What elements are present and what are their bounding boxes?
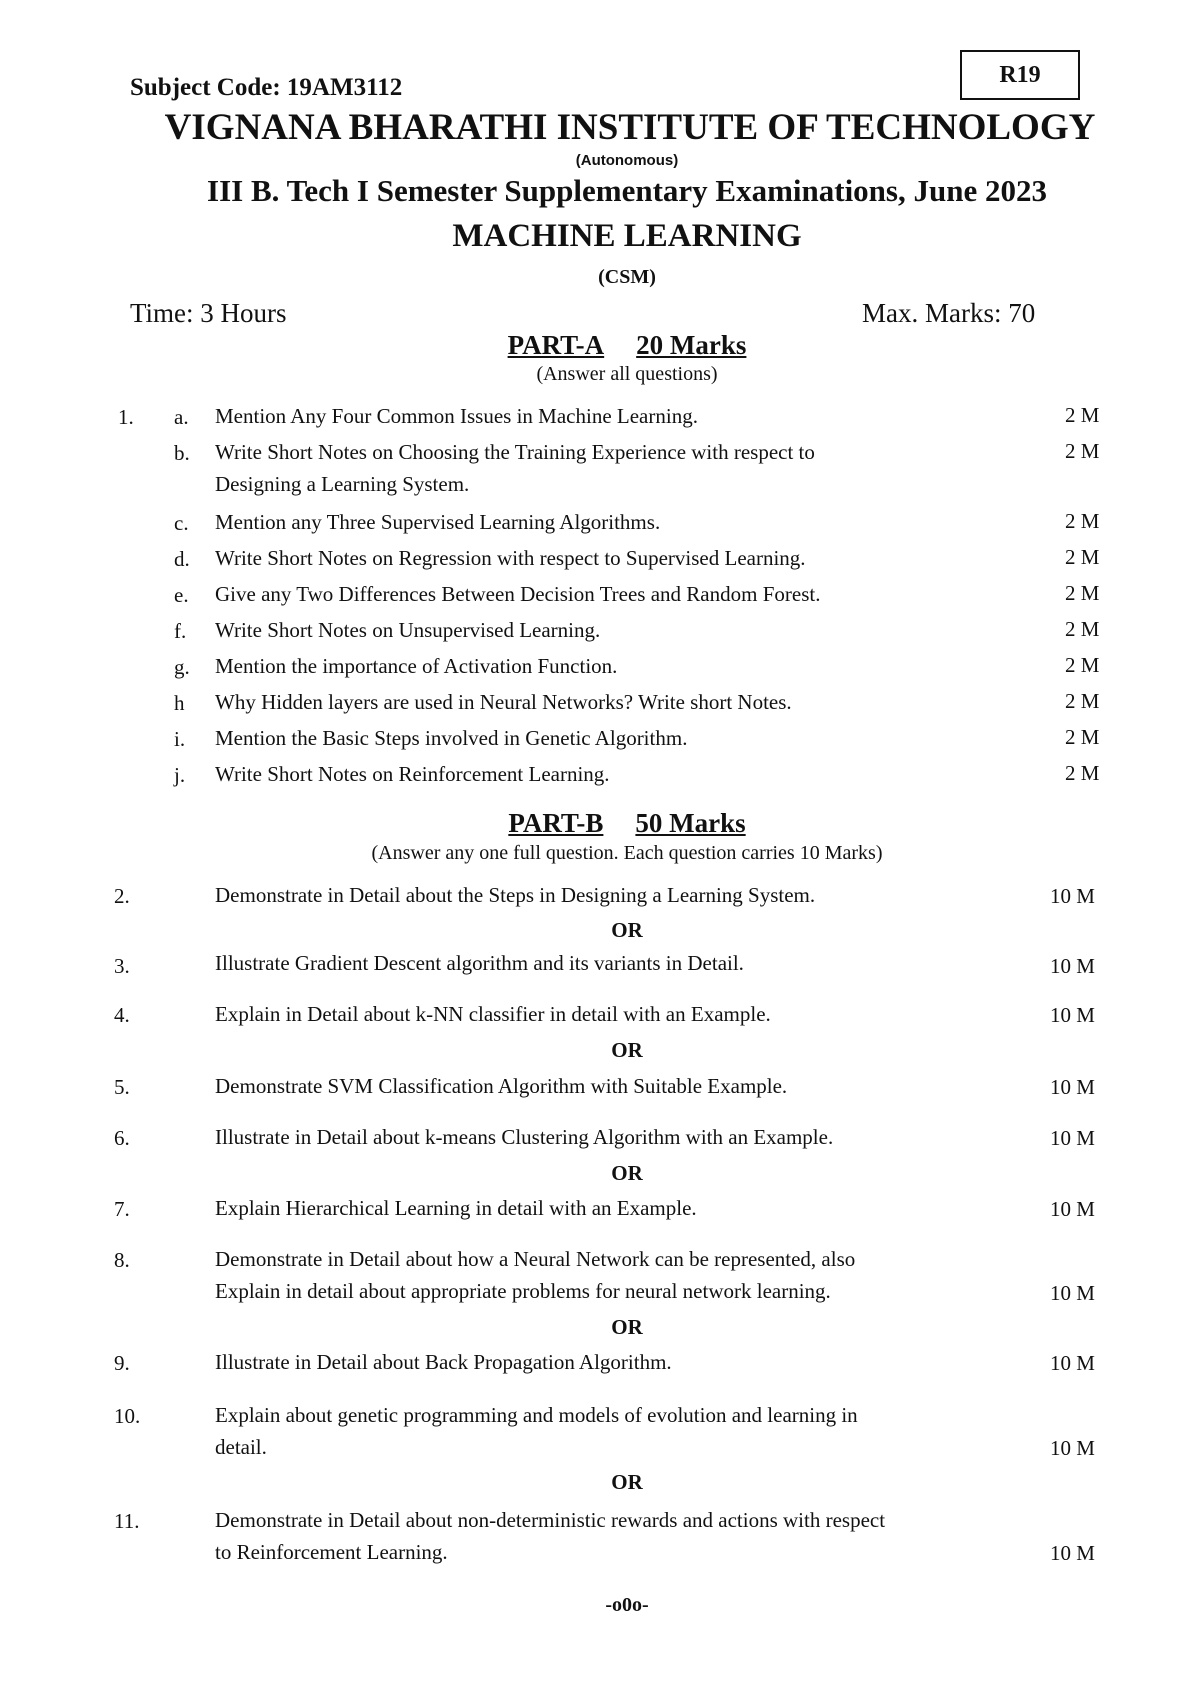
item-letter: g. (174, 655, 190, 679)
item-marks: 2 M (1065, 725, 1100, 749)
exam-duration: Time: 3 Hours (130, 298, 287, 328)
subject-code: Subject Code: 19AM3112 (130, 74, 403, 101)
item-text-line1: Write Short Notes on Choosing the Training Experience with respect to (215, 440, 815, 464)
question-text-line2: to Reinforcement Learning. (215, 1540, 448, 1564)
item-letter: j. (174, 763, 186, 787)
question-text-line1: Explain about genetic programming and models of evolution and learning in (215, 1403, 858, 1427)
item-marks: 2 M (1065, 509, 1100, 533)
question-number: 8. (114, 1248, 130, 1272)
question-text-line1: Demonstrate in Detail about how a Neural Network can be represented, also (215, 1247, 856, 1271)
part-b-title: PART-B (508, 808, 604, 838)
part-b-marks: 50 Marks (635, 808, 746, 838)
question-number: 2. (114, 884, 130, 908)
item-text: Mention any Three Supervised Learning Algorithms. (215, 510, 661, 534)
question-marks: 10 M (1050, 1197, 1095, 1221)
part-b-instruction: (Answer any one full question. Each question carries 10 Marks) (371, 842, 883, 864)
question-text-line2: Explain in detail about appropriate problems for neural network learning. (215, 1279, 831, 1303)
item-marks: 2 M (1065, 581, 1100, 605)
question-marks: 10 M (1050, 884, 1095, 908)
question-text: Explain Hierarchical Learning in detail with an Example. (215, 1196, 697, 1220)
or-separator: OR (611, 1470, 643, 1494)
or-separator: OR (611, 1161, 643, 1185)
item-letter: h (174, 691, 185, 715)
question-marks: 10 M (1050, 1541, 1095, 1565)
item-marks: 2 M (1065, 403, 1100, 427)
regulation-box: R19 (960, 50, 1080, 100)
or-separator: OR (611, 1038, 643, 1062)
question-number: 10. (114, 1404, 141, 1428)
item-text: Why Hidden layers are used in Neural Networks? Write short Notes. (215, 690, 792, 714)
item-marks: 2 M (1065, 617, 1100, 641)
item-letter: f. (174, 619, 187, 643)
item-letter: i. (174, 727, 186, 751)
item-text: Mention the Basic Steps involved in Genetic Algorithm. (215, 726, 688, 750)
item-letter: c. (174, 511, 189, 535)
item-marks: 2 M (1065, 439, 1100, 463)
question-marks: 10 M (1050, 1281, 1095, 1305)
or-separator: OR (611, 918, 643, 942)
item-text: Write Short Notes on Unsupervised Learning. (215, 618, 601, 642)
item-text: Write Short Notes on Reinforcement Learning. (215, 762, 610, 786)
item-text: Mention Any Four Common Issues in Machine Learning. (215, 404, 698, 428)
part-a-title: PART-A (507, 330, 605, 360)
item-letter: d. (174, 547, 190, 571)
item-marks: 2 M (1065, 653, 1100, 677)
question-marks: 10 M (1050, 1003, 1095, 1027)
question-text: Demonstrate SVM Classification Algorithm with Suitable Example. (215, 1074, 788, 1098)
institute-name: VIGNANA BHARATHI INSTITUTE OF TECHNOLOGY (164, 107, 1096, 148)
item-text: Write Short Notes on Regression with respect to Supervised Learning. (215, 546, 806, 570)
item-marks: 2 M (1065, 761, 1100, 785)
or-separator: OR (611, 1315, 643, 1339)
question-number: 5. (114, 1075, 130, 1099)
part-a-heading (0, 330, 1200, 361)
item-text: Give any Two Differences Between Decision Trees and Random Forest. (215, 582, 821, 606)
question-marks: 10 M (1050, 1075, 1095, 1099)
question-marks: 10 M (1050, 1351, 1095, 1375)
question-number: 9. (114, 1351, 130, 1375)
autonomous-label: (Autonomous) (575, 152, 679, 169)
item-marks: 2 M (1065, 545, 1100, 569)
max-marks: Max. Marks: 70 (862, 298, 1036, 328)
question-text-line2: detail. (215, 1435, 267, 1459)
part-a-instruction: (Answer all questions) (536, 363, 718, 385)
item-letter: a. (174, 405, 189, 429)
subject-title: MACHINE LEARNING (452, 218, 802, 254)
question-number: 7. (114, 1197, 130, 1221)
question-number: 4. (114, 1003, 130, 1027)
question-number: 1. (118, 405, 134, 429)
item-text-line2: Designing a Learning System. (215, 472, 470, 496)
question-number: 6. (114, 1126, 130, 1150)
part-a-marks: 20 Marks (636, 330, 747, 360)
question-marks: 10 M (1050, 954, 1095, 978)
item-marks: 2 M (1065, 689, 1100, 713)
question-text: Illustrate in Detail about Back Propagation Algorithm. (215, 1350, 672, 1374)
item-letter: e. (174, 583, 189, 607)
question-marks: 10 M (1050, 1436, 1095, 1460)
question-text-line1: Demonstrate in Detail about non-deterministic rewards and actions with respect (215, 1508, 886, 1532)
question-number: 3. (114, 954, 130, 978)
question-text: Illustrate in Detail about k-means Clustering Algorithm with an Example. (215, 1125, 834, 1149)
question-text: Demonstrate in Detail about the Steps in Designing a Learning System. (215, 883, 816, 907)
end-marker: -o0o- (605, 1594, 649, 1616)
branch-label: (CSM) (598, 266, 656, 288)
question-number: 11. (114, 1509, 140, 1533)
exam-title: III B. Tech I Semester Supplementary Examinations, June 2023 (207, 173, 1047, 208)
question-text: Explain in Detail about k-NN classifier in detail with an Example. (215, 1002, 771, 1026)
item-text: Mention the importance of Activation Function. (215, 654, 618, 678)
part-b-heading (0, 808, 1200, 839)
question-text: Illustrate Gradient Descent algorithm and its variants in Detail. (215, 951, 744, 975)
question-marks: 10 M (1050, 1126, 1095, 1150)
item-letter: b. (174, 441, 190, 465)
